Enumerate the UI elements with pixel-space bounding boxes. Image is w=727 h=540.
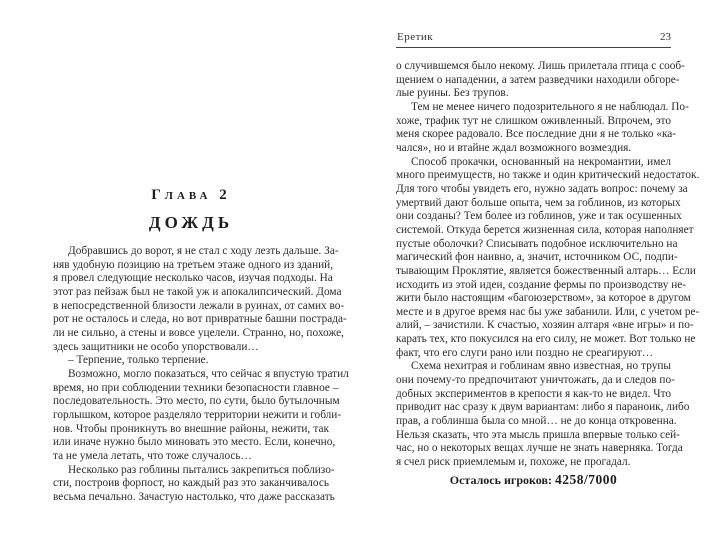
text-line: приводит нас сразу к двум вариантам: либо я параноик, либо (396, 401, 690, 414)
text-line: Нельзя сказать, что эта мысль пришла впервые только сей- (396, 428, 680, 441)
paragraph (53, 245, 347, 354)
players-remaining-status (396, 472, 671, 488)
text-line: хоже, трафик тут не слишком оживленный. Впрочем, это (396, 114, 671, 127)
paragraph (396, 360, 690, 469)
chapter-number: Глава 2 (151, 187, 231, 203)
paragraph (396, 100, 689, 156)
text-line: добных экспериментов в крепости я как-то не видел. Что (396, 387, 671, 400)
text-line: магический фон наивно, а, значит, источником ОС, подпи- (396, 251, 678, 264)
text-line: чался», но и втайне ждал возможного возмездия. (396, 141, 632, 154)
text-line: системой. Откуда берется жизненная сила, которая наполняет (396, 223, 694, 236)
text-line: в непосредственной близости лежали в руинах, от самих во- (53, 299, 345, 312)
text-line: весьма печально. Зачастую настолько, что даже рассказать (53, 490, 335, 503)
text-line: о случившемся было некому. Лишь прилетала птица с сооб- (396, 60, 685, 72)
text-line: сти, построив форпост, но каждый раз это заканчивалось (53, 477, 329, 490)
text-line: я провел следующие несколько часов, изучая подходы. На (53, 272, 333, 285)
text-line: Для того чтобы увидеть его, нужно задать вопрос: почему за (396, 182, 688, 195)
text-line: умертвий дают больше опыта, чем за гоблинов, из которых (396, 196, 681, 209)
text-line: жити было настоящим «багоюзерством», за которое в другом (396, 292, 691, 305)
paragraph (53, 463, 335, 505)
text-line: Тем не менее ничего подозрительного я не наблюдал. По- (411, 100, 689, 113)
text-line: месте и в другое время нас бы уже забанили. Или, с учетом ре- (396, 305, 700, 318)
text-line: много преимуществ, но также и один критический недостаток. (396, 169, 700, 182)
text-line: исходить из этой идеи, создание фермы по производству не- (396, 278, 687, 291)
text-line: Несколько раз гоблины пытались закрепиться поблизо- (68, 463, 335, 476)
text-line: алий, – зачистили. К счастью, хозяин алтаря «вне игры» и по- (396, 319, 694, 332)
text-line: они созданы? Тем более из гоблинов, уже и так осушенных (396, 210, 682, 223)
text-line: время, но при соблюдении техники безопасности главное – (53, 381, 339, 394)
text-line: нов. Чтобы проникнуть во внешние районы, нежити, так (53, 422, 329, 435)
running-header (396, 29, 671, 48)
text-line: рот не осталось и следа, но вот привратные башни пострада- (53, 313, 347, 326)
book-title: Еретик (397, 31, 434, 43)
left-body-text (53, 245, 349, 504)
text-line: карать тех, кто покусился на его силу, не может. Вот только не (396, 333, 696, 346)
text-line: Схема нехитрая и гоблинам явно известная, но трупы (411, 360, 671, 373)
text-line: пустые оболочки? Списывать подобное исключительно на (396, 237, 678, 250)
text-line: та не умела летать, что тоже случалось… (53, 449, 252, 462)
text-line: последовательность. Это место, по сути, было бутылочным (53, 395, 340, 408)
text-line: Способ прокачки, основанный на некромантии, имел (411, 155, 671, 168)
text-line: Возможно, могло показаться, что сейчас я впустую тратил (68, 367, 349, 380)
text-line: я счел риск приемлемым и, похоже, не прогадал. (396, 456, 631, 469)
text-line: или иначе нужно было миновать это место. Если, конечно, (53, 436, 336, 449)
text-line: лые руины. Без трупов. (396, 87, 509, 100)
paragraph (53, 367, 349, 464)
text-line: прав, а гоблинша была со мной… не до конца откровенна. (396, 415, 677, 428)
text-line: – Терпение, только терпение. (68, 354, 209, 367)
text-line: горлышком, которое разделяло территории нежити и гобли- (53, 408, 342, 421)
paragraph (53, 354, 329, 368)
text-line: няв удобную позицию на третьем этаже одного из зданий, (53, 258, 334, 271)
text-line: Добравшись до ворот, я не стал с ходу лезть дальше. За- (68, 245, 339, 257)
text-line: здесь защитники не особо упорствовали… (53, 340, 259, 353)
players-remaining-count: 4258/7000 (554, 472, 618, 487)
right-body-text (396, 60, 700, 470)
text-line: этот раз пейзаж был не такой уж и апокалипсический. Дома (53, 285, 342, 298)
text-line: щением о нападении, а затем разведчики находили обгоре- (396, 73, 680, 86)
text-line: они почему-то предпочитают уничтожать, да и следов по- (396, 374, 675, 387)
text-line: ли не сильно, а стены и вовсе уцелели. Странно, но, похоже, (53, 326, 344, 339)
text-line: меня скорее радовало. Все последние дни я не только «ка- (396, 128, 677, 141)
paragraph (396, 60, 685, 101)
text-line: тывающим Проклятие, является божественный алтарь… Если (396, 264, 696, 277)
text-line: факт, что его слуги рано или поздно не среагируют… (396, 346, 654, 359)
players-remaining-label: Осталось игроков: (449, 473, 552, 487)
paragraph (396, 155, 700, 361)
page-number: 23 (660, 31, 671, 43)
chapter-title: ДОЖДЬ (148, 213, 234, 232)
text-line: час, но о некоторых вещах лучше не знать наверняка. Тогда (396, 442, 683, 455)
